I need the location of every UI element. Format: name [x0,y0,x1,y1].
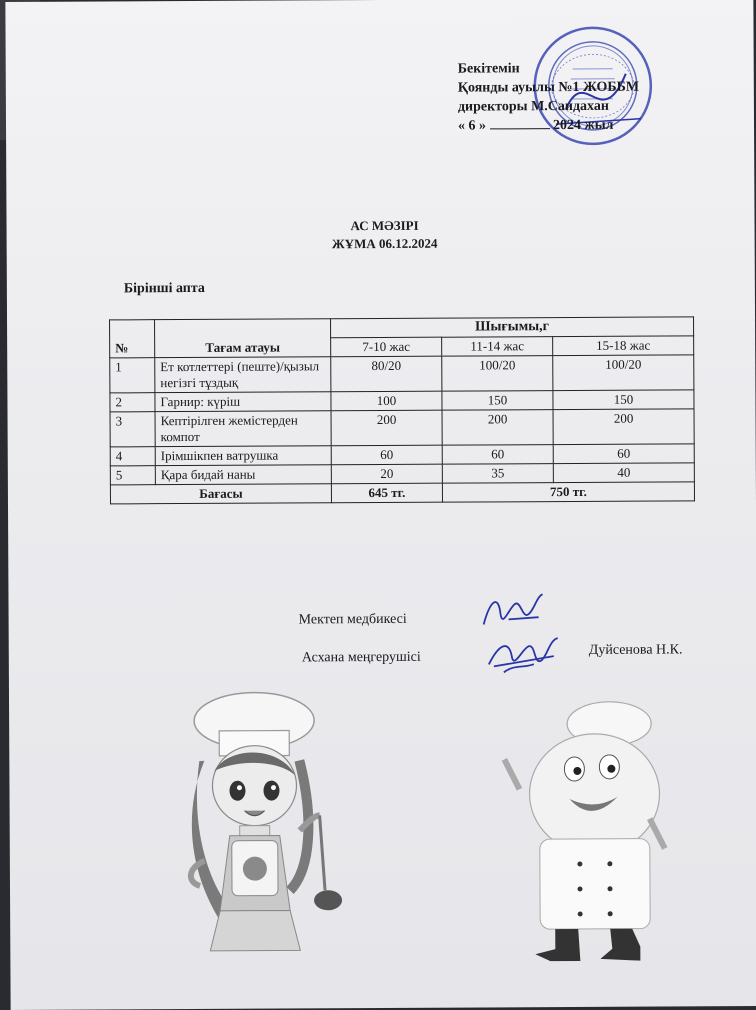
chef-character-illustration [499,698,680,969]
approval-day: « 6 » [458,118,486,133]
row-age-1: 20 [331,464,442,484]
header-age-2: 11-14 жас [442,337,553,357]
approval-line-2: Қоянды ауылы №1 ЖОББМ [458,78,639,98]
row-age-3: 200 [553,409,694,445]
row-number: 5 [110,466,155,485]
approval-line-1: Бекітемін [458,59,639,79]
nurse-label: Мектеп медбикесі [299,612,407,629]
row-age-3: 40 [553,463,694,483]
row-age-2: 100/20 [442,356,553,392]
document-title: АС МӘЗІРІ [7,216,756,236]
row-age-1: 100 [331,391,442,411]
canteen-signature [484,634,564,679]
table-row [110,355,694,393]
row-age-2: 60 [442,445,553,465]
row-dish: Қара бидай наны [155,465,331,485]
row-dish: Ет котлеттері (пеште)/қызыл негізгі тұздық [155,357,331,393]
document-page [5,0,756,1010]
approval-line-4 [458,116,639,136]
price-row [110,482,694,504]
header-age-3: 15-18 жас [553,336,694,356]
row-number: 4 [110,447,155,466]
row-number: 2 [110,393,155,412]
row-number: 1 [110,358,155,393]
price-junior: 645 тг. [331,483,442,503]
approval-block [458,59,640,136]
week-label: Бірінші апта [124,281,205,297]
row-age-1: 80/20 [331,356,442,392]
header-age-1: 7-10 жас [331,337,442,357]
canteen-label: Асхана меңгерушісі [302,650,421,667]
approval-year: 2024 [553,118,581,133]
approval-line-3: директоры М.Саидахан [458,97,639,117]
header-dish: Тағам атауы [155,319,331,358]
table-row [110,409,694,447]
header-number: № [110,320,155,358]
row-dish: Ірімшікпен ватрушка [155,446,331,466]
chef-girl-illustration [159,690,371,981]
row-dish: Кептірілген жемістерден компот [155,411,331,447]
row-age-1: 200 [331,410,442,446]
row-age-2: 150 [442,391,553,411]
row-age-3: 100/20 [553,355,694,391]
row-age-2: 35 [442,464,553,484]
price-label: Бағасы [110,484,331,504]
row-number: 3 [110,412,155,447]
header-yield: Шығымы,г [331,317,694,338]
row-age-1: 60 [331,445,442,465]
approval-year-suffix: жыл [584,118,613,133]
canteen-name: Дуйсенова Н.К. [589,642,683,658]
nurse-signature [478,589,548,634]
document-subtitle: ЖҰМА 06.12.2024 [7,234,756,254]
price-senior: 750 тг. [442,482,694,502]
row-dish: Гарнир: күріш [155,392,331,412]
row-age-3: 60 [553,444,694,464]
menu-table [109,316,695,504]
row-age-2: 200 [442,410,553,446]
row-age-3: 150 [553,390,694,410]
